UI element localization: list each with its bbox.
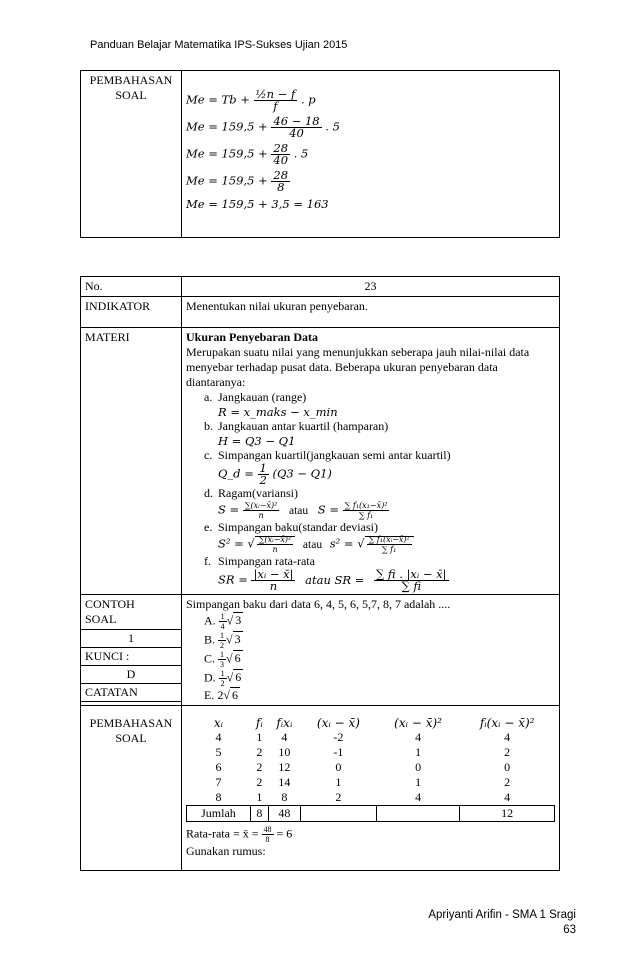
step1-den: 40 — [289, 126, 304, 140]
cell: 6 — [215, 760, 222, 774]
total-fx: 48 — [268, 806, 300, 822]
d-s: S = — [218, 502, 240, 517]
pembahasan-table-1 — [80, 70, 560, 238]
option-a-root: 3 — [235, 613, 242, 628]
pembahasan2-label — [81, 706, 182, 871]
rata-right: = 6 — [276, 826, 293, 841]
header-xi: xᵢ — [213, 716, 224, 730]
footer-author: Apriyanti Arifin - SMA 1 Sragi — [428, 909, 576, 921]
cell: 1 — [256, 730, 263, 744]
cell: 8 — [215, 790, 222, 804]
item-b-letter: b. — [204, 419, 213, 433]
page-footer — [428, 908, 576, 938]
cell: 2 — [256, 760, 263, 774]
median-step-3 — [186, 170, 555, 193]
cell: 4 — [504, 790, 511, 804]
table-row — [187, 730, 555, 745]
cell: 2 — [504, 745, 511, 759]
cell: -2 — [333, 730, 344, 744]
question-table — [80, 276, 560, 871]
total-row — [187, 806, 555, 822]
header-fidev2: fᵢ(xᵢ − x̄)² — [479, 716, 535, 730]
option-c: C. $\frac{1}{3}$ √ 6 — [204, 650, 241, 669]
step2-den: 40 — [273, 153, 289, 167]
formula-right: . p — [300, 92, 316, 107]
contoh-label-line2: SOAL — [85, 612, 117, 626]
formula-den: f — [273, 99, 278, 113]
total-label: Jumlah — [187, 806, 251, 822]
step1-left: Me = 159,5 + — [186, 119, 268, 134]
contoh-number: 1 — [81, 629, 181, 647]
rata-den: 8 — [265, 835, 270, 844]
item-f-text: Simpangan rata-rata — [218, 554, 315, 568]
cell: 1 — [415, 775, 422, 789]
cell: 0 — [504, 760, 511, 774]
pembahasan-content — [182, 71, 560, 238]
total-empty-2 — [376, 806, 460, 822]
step2-left: Me = 159,5 + — [186, 146, 268, 161]
cell: 1 — [256, 790, 263, 804]
pembahasan2-label-line2: SOAL — [115, 731, 147, 745]
option-e-letter: E. — [204, 688, 215, 702]
item-a-formula: R = x_maks − x_min — [218, 405, 338, 419]
option-c-num: 1 — [220, 650, 225, 659]
option-d: D. $\frac{1}{2}$ √ 6 — [204, 669, 242, 688]
option-d-num: 1 — [220, 669, 225, 678]
cell: 1 — [335, 775, 342, 789]
cell: 4 — [281, 730, 288, 744]
contoh-content — [182, 595, 560, 706]
option-a-letter: A. — [204, 613, 216, 628]
d-den1: n — [258, 511, 264, 520]
cell: 5 — [215, 745, 222, 759]
cell: 4 — [415, 790, 422, 804]
formula-left: Me = Tb + — [186, 92, 250, 107]
option-e: E. 2√ 6 — [204, 688, 238, 702]
step2-num: 28 — [273, 141, 289, 155]
option-e-coef: 2 — [217, 688, 224, 702]
f-den2: ∑ fi — [401, 579, 422, 593]
cell: 10 — [278, 745, 291, 759]
item-d-text: Ragam(variansi) — [218, 486, 298, 500]
d-den2: ∑ f₁ — [358, 511, 374, 520]
option-c-root: 6 — [234, 651, 241, 666]
e-s: S² = — [218, 536, 244, 551]
cell: 4 — [415, 730, 422, 744]
option-d-den: 2 — [220, 679, 225, 688]
page-number: 63 — [563, 924, 576, 936]
question-text: Simpangan baku dari data 6, 4, 5, 6, 5,7, 8, 7 adalah .... — [186, 597, 451, 611]
cell: 14 — [278, 775, 291, 789]
median-step-2 — [186, 143, 555, 166]
item-d-formula — [218, 501, 555, 520]
item-d-letter: d. — [204, 486, 213, 500]
option-b: B. $\frac{1}{2}$ √ 3 — [204, 631, 241, 650]
pembahasan-label — [81, 71, 182, 238]
contoh-label-line1: CONTOH — [85, 597, 135, 611]
cell: 0 — [415, 760, 422, 774]
option-a-den: 4 — [220, 622, 225, 631]
materi-label: MATERI — [81, 328, 182, 595]
header-dev2: (xᵢ − x̄)² — [394, 716, 442, 730]
contoh-labels — [81, 595, 182, 706]
item-c-text: Simpangan kuartil(jangkauan semi antar kuartil) — [218, 448, 451, 462]
cell: 2 — [335, 790, 342, 804]
item-e-letter: e. — [204, 520, 213, 534]
header-dev: (xᵢ − x̄) — [316, 716, 360, 730]
option-e-root: 6 — [231, 688, 238, 702]
item-c-letter: c. — [204, 448, 213, 462]
frequency-header-row — [187, 716, 555, 730]
pembahasan-label-line1: PEMBAHASAN — [89, 73, 173, 87]
materi-text: Merupakan suatu nilai yang menunjukkan seberapa jauh nilai-nilai data menyebar terhadap pusat data. Beberapa ukuran penyebaran data diantaranya: — [186, 345, 530, 389]
item-a-text: Jangkauan (range) — [218, 390, 307, 404]
c-half-num: 1 — [259, 461, 267, 475]
cell: 2 — [256, 745, 263, 759]
no-label: No. — [81, 277, 182, 297]
e-s2: s² = — [329, 536, 354, 551]
option-b-root: 3 — [234, 632, 241, 647]
item-c-formula — [218, 463, 555, 486]
table-row — [187, 775, 555, 790]
cell: 2 — [256, 775, 263, 789]
pembahasan-label-line2: SOAL — [115, 88, 147, 102]
header-fixi: fᵢxᵢ — [276, 716, 293, 730]
frequency-table — [186, 716, 555, 822]
table-row — [187, 745, 555, 760]
f-num1: |xᵢ − x̄| — [253, 567, 294, 581]
materi-list — [204, 390, 555, 592]
item-f-letter: f. — [204, 554, 211, 568]
indikator-text: Menentukan nilai ukuran penyebaran. — [182, 297, 560, 328]
options — [204, 612, 555, 703]
d-num2: ∑ f₁(x₁−x̄)² — [344, 501, 388, 510]
pembahasan2-content — [182, 706, 560, 871]
d-s2: S = — [317, 502, 339, 517]
cell: 2 — [504, 775, 511, 789]
f-num2: ∑ fi . |xᵢ − x̄| — [376, 567, 447, 581]
item-f-formula — [218, 569, 555, 592]
kunci-value: D — [81, 665, 181, 683]
cell: -1 — [333, 745, 344, 759]
option-b-den: 2 — [220, 641, 225, 650]
median-result: Me = 159,5 + 3,5 = 163 — [186, 197, 329, 211]
total-f: 8 — [250, 806, 268, 822]
e-den1: n — [272, 545, 278, 554]
step3-num: 28 — [273, 168, 289, 182]
cell: 8 — [281, 790, 288, 804]
materi-title: Ukuran Penyebaran Data — [186, 330, 319, 344]
cell: 4 — [215, 730, 222, 744]
cell: 12 — [278, 760, 291, 774]
option-c-den: 3 — [220, 660, 225, 669]
step1-num: 46 − 18 — [273, 114, 320, 128]
f-atau: atau SR = — [305, 572, 365, 587]
f-den1: n — [269, 579, 278, 593]
option-a: A. $\frac{1}{4}$ √ 3 — [204, 612, 242, 631]
table-row — [187, 790, 555, 806]
e-atau: atau — [302, 538, 323, 551]
rata-num: 48 — [263, 825, 272, 834]
e-den2: ∑ f₁ — [381, 545, 397, 554]
step1-right: . 5 — [325, 119, 340, 134]
f-sr: SR = — [218, 572, 248, 587]
kunci-label: KUNCI : — [81, 647, 181, 665]
median-step-1 — [186, 116, 555, 139]
option-d-letter: D. — [204, 670, 216, 685]
option-b-letter: B. — [204, 632, 216, 647]
c-half-den: 2 — [259, 473, 267, 487]
c-left: Q_d = — [218, 466, 254, 481]
c-right: (Q3 − Q1) — [272, 466, 332, 481]
step2-right: . 5 — [293, 146, 309, 161]
cell: 1 — [415, 745, 422, 759]
page-header: Panduan Belajar Matematika IPS-Sukses Ujian 2015 — [90, 39, 348, 51]
step3-left: Me = 159,5 + — [186, 173, 268, 188]
d-atau: atau — [288, 504, 309, 517]
item-b-formula: H = Q3 − Q1 — [218, 434, 296, 448]
formula-num: ½n − f — [255, 87, 296, 101]
option-c-letter: C. — [204, 651, 216, 666]
e-num1: ∑(xᵢ−x̄)² — [258, 535, 292, 544]
question-number: 23 — [182, 277, 560, 297]
item-a-letter: a. — [204, 390, 213, 404]
cell: 4 — [504, 730, 511, 744]
header-fi: fᵢ — [255, 716, 263, 730]
total-last: 12 — [460, 806, 555, 822]
item-e-formula: S² = √ $\frac{\text{∑(xᵢ−x̄)²}}{n}$ atau s² = √ $\frac{\text{∑ f₁(xᵢ−x̄)²}}{\text{∑ f₁}}$ — [218, 535, 555, 554]
gunakan-rumus: Gunakan rumus: — [186, 844, 266, 858]
pembahasan2-label-line1: PEMBAHASAN — [89, 716, 173, 730]
catatan-label: CATATAN — [81, 683, 181, 702]
rata-rata — [186, 825, 555, 844]
materi-content — [182, 328, 560, 595]
cell: 0 — [335, 760, 342, 774]
rata-left: Rata-rata = x̄ = — [186, 826, 259, 841]
step3-den: 8 — [277, 180, 285, 194]
item-b-text: Jangkauan antar kuartil (hamparan) — [218, 419, 389, 433]
item-e-text: Simpangan baku(standar deviasi) — [218, 520, 378, 534]
median-formula — [186, 89, 555, 112]
total-empty-1 — [301, 806, 377, 822]
option-d-root: 6 — [235, 670, 242, 685]
table-row — [187, 760, 555, 775]
option-a-num: 1 — [220, 612, 225, 621]
indikator-label: INDIKATOR — [81, 297, 182, 328]
d-num1: ∑(xᵢ−x̄)² — [244, 501, 278, 510]
e-num2: ∑ f₁(xᵢ−x̄)² — [368, 535, 410, 544]
option-b-num: 1 — [220, 631, 225, 640]
cell: 7 — [215, 775, 222, 789]
contoh-label — [81, 595, 181, 629]
